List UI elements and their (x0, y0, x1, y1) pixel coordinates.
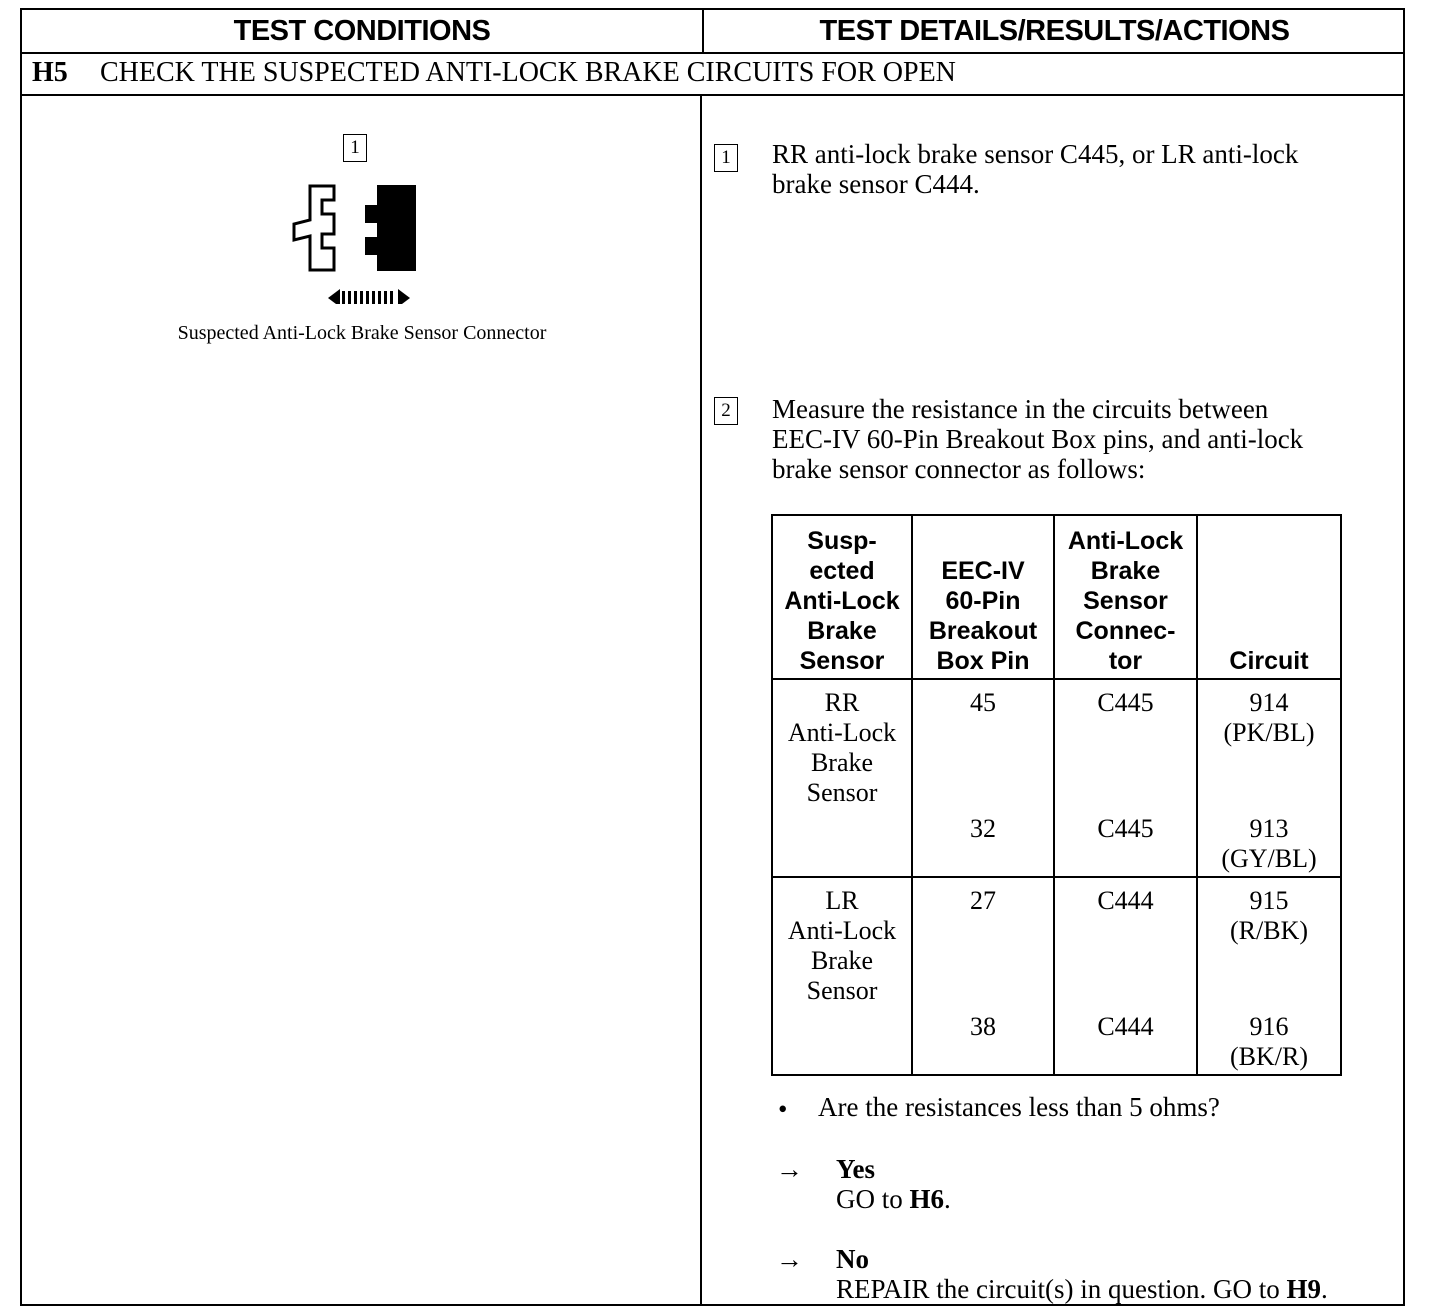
yes-arrow-icon: → (776, 1154, 803, 1184)
step-1-line-1: RR anti-lock brake sensor C445, or LR anti-lock (772, 139, 1299, 169)
table-row-lr (772, 877, 1341, 1075)
sensor-line: Brake (810, 748, 874, 777)
connector-value: C444 (1097, 886, 1154, 915)
circuit-number: 913 (1249, 814, 1289, 843)
cell-circuit-rr (1197, 679, 1341, 877)
col-header-sensor (772, 515, 912, 679)
cell-connector-lr (1054, 877, 1197, 1075)
connector-value: C445 (1097, 688, 1154, 717)
step-1-text (772, 139, 1298, 199)
cell-connector-rr (1054, 679, 1197, 877)
col-header-circuit (1197, 515, 1341, 679)
circuit-number: 914 (1249, 688, 1289, 717)
step-title: CHECK THE SUSPECTED ANTI-LOCK BRAKE CIRCUITS FOR OPEN (100, 57, 956, 88)
header-test-conditions: TEST CONDITIONS (22, 10, 704, 52)
col-header-pin-line: EEC-IV (941, 557, 1025, 585)
disconnect-arrow-icon (328, 289, 410, 304)
answer-yes-action-text: GO to (836, 1184, 910, 1214)
sensor-line: Anti-Lock (787, 916, 897, 945)
col-header-sensor-line: ected (809, 557, 875, 585)
answer-no-end: . (1321, 1274, 1328, 1304)
cell-pin-rr (912, 679, 1054, 877)
col-header-pin (912, 515, 1054, 679)
sensor-line: Sensor (806, 778, 878, 807)
answer-yes (836, 1154, 951, 1214)
sensor-line: LR (825, 886, 859, 915)
col-header-connector-line: Connec- (1075, 617, 1176, 645)
step-1-number: 1 (714, 144, 738, 172)
col-header-sensor-line: Brake (807, 617, 877, 645)
step-2-line-1: Measure the resistance in the circuits between (772, 394, 1269, 424)
circuit-number: 916 (1249, 1012, 1289, 1041)
col-header-sensor-line: Sensor (799, 647, 885, 675)
circuit-color: (PK/BL) (1223, 718, 1315, 747)
col-header-circuit-line: Circuit (1229, 647, 1309, 675)
col-header-connector-line: Brake (1090, 557, 1161, 585)
step-2-line-2: EEC-IV 60-Pin Breakout Box pins, and anti-lock (772, 424, 1304, 454)
step-2-number: 2 (714, 397, 738, 425)
connector-value: C444 (1097, 1012, 1154, 1041)
answer-yes-action (836, 1184, 951, 1214)
cell-circuit-lr (1197, 877, 1341, 1075)
pin-value: 32 (970, 814, 996, 843)
col-header-connector (1054, 515, 1197, 679)
answer-no-action-text: REPAIR the circuit(s) in question. GO to (836, 1274, 1287, 1304)
no-arrow-icon: → (776, 1244, 803, 1274)
header-row (22, 10, 1403, 54)
cell-sensor-lr (772, 877, 912, 1075)
cell-pin-lr (912, 877, 1054, 1075)
col-header-connector-line: Anti-Lock (1067, 527, 1184, 555)
step-1-line-2: brake sensor C444. (772, 169, 980, 199)
header-test-details: TEST DETAILS/RESULTS/ACTIONS (819, 15, 1290, 47)
answer-yes-label: Yes (836, 1154, 875, 1184)
step-2-text (772, 394, 1303, 484)
question-text: Are the resistances less than 5 ohms? (818, 1092, 1220, 1122)
resistance-table (771, 514, 1342, 1076)
answer-no-ref[interactable]: H9 (1286, 1274, 1321, 1304)
answer-no (836, 1244, 1328, 1304)
answer-yes-end: . (944, 1184, 951, 1214)
step-id: H5 (32, 57, 68, 88)
step-title-row (22, 52, 1403, 96)
pin-value: 45 (970, 688, 996, 717)
answer-yes-ref[interactable]: H6 (909, 1184, 945, 1214)
sensor-line: Brake (810, 946, 874, 975)
sensor-line: RR (824, 688, 860, 717)
step-2-line-3: brake sensor connector as follows: (772, 454, 1146, 484)
answer-no-label: No (836, 1244, 869, 1274)
circuit-color: (GY/BL) (1221, 844, 1317, 873)
circuit-color: (BK/R) (1230, 1042, 1308, 1071)
circuit-color: (R/BK) (1230, 916, 1308, 945)
column-divider (700, 94, 702, 1306)
col-header-pin-line: Box Pin (936, 647, 1030, 675)
connector-half-open-icon (294, 186, 334, 270)
sensor-line: Sensor (806, 976, 878, 1005)
connector-diagram (284, 176, 424, 304)
sensor-line: Anti-Lock (787, 718, 897, 747)
col-header-sensor-line: Anti-Lock (784, 587, 900, 615)
table-header-row (772, 515, 1341, 679)
pin-value: 27 (970, 886, 996, 915)
pin-value: 38 (970, 1012, 996, 1041)
answer-no-action (836, 1274, 1328, 1304)
col-header-sensor-line: Susp- (807, 527, 877, 555)
cell-sensor-rr (772, 679, 912, 877)
col-header-connector-line: tor (1108, 647, 1143, 675)
table-row-rr (772, 679, 1341, 877)
connector-value: C445 (1097, 814, 1154, 843)
col-header-pin-line: 60-Pin (945, 587, 1021, 615)
diagram-step-number: 1 (343, 134, 367, 162)
connector-half-solid-icon (366, 186, 415, 270)
col-header-pin-line: Breakout (928, 617, 1038, 645)
col-header-connector-line: Sensor (1083, 587, 1168, 615)
diagram-caption: Suspected Anti-Lock Brake Sensor Connector (177, 322, 547, 344)
circuit-number: 915 (1249, 886, 1289, 915)
question-bullet: • (778, 1094, 788, 1124)
